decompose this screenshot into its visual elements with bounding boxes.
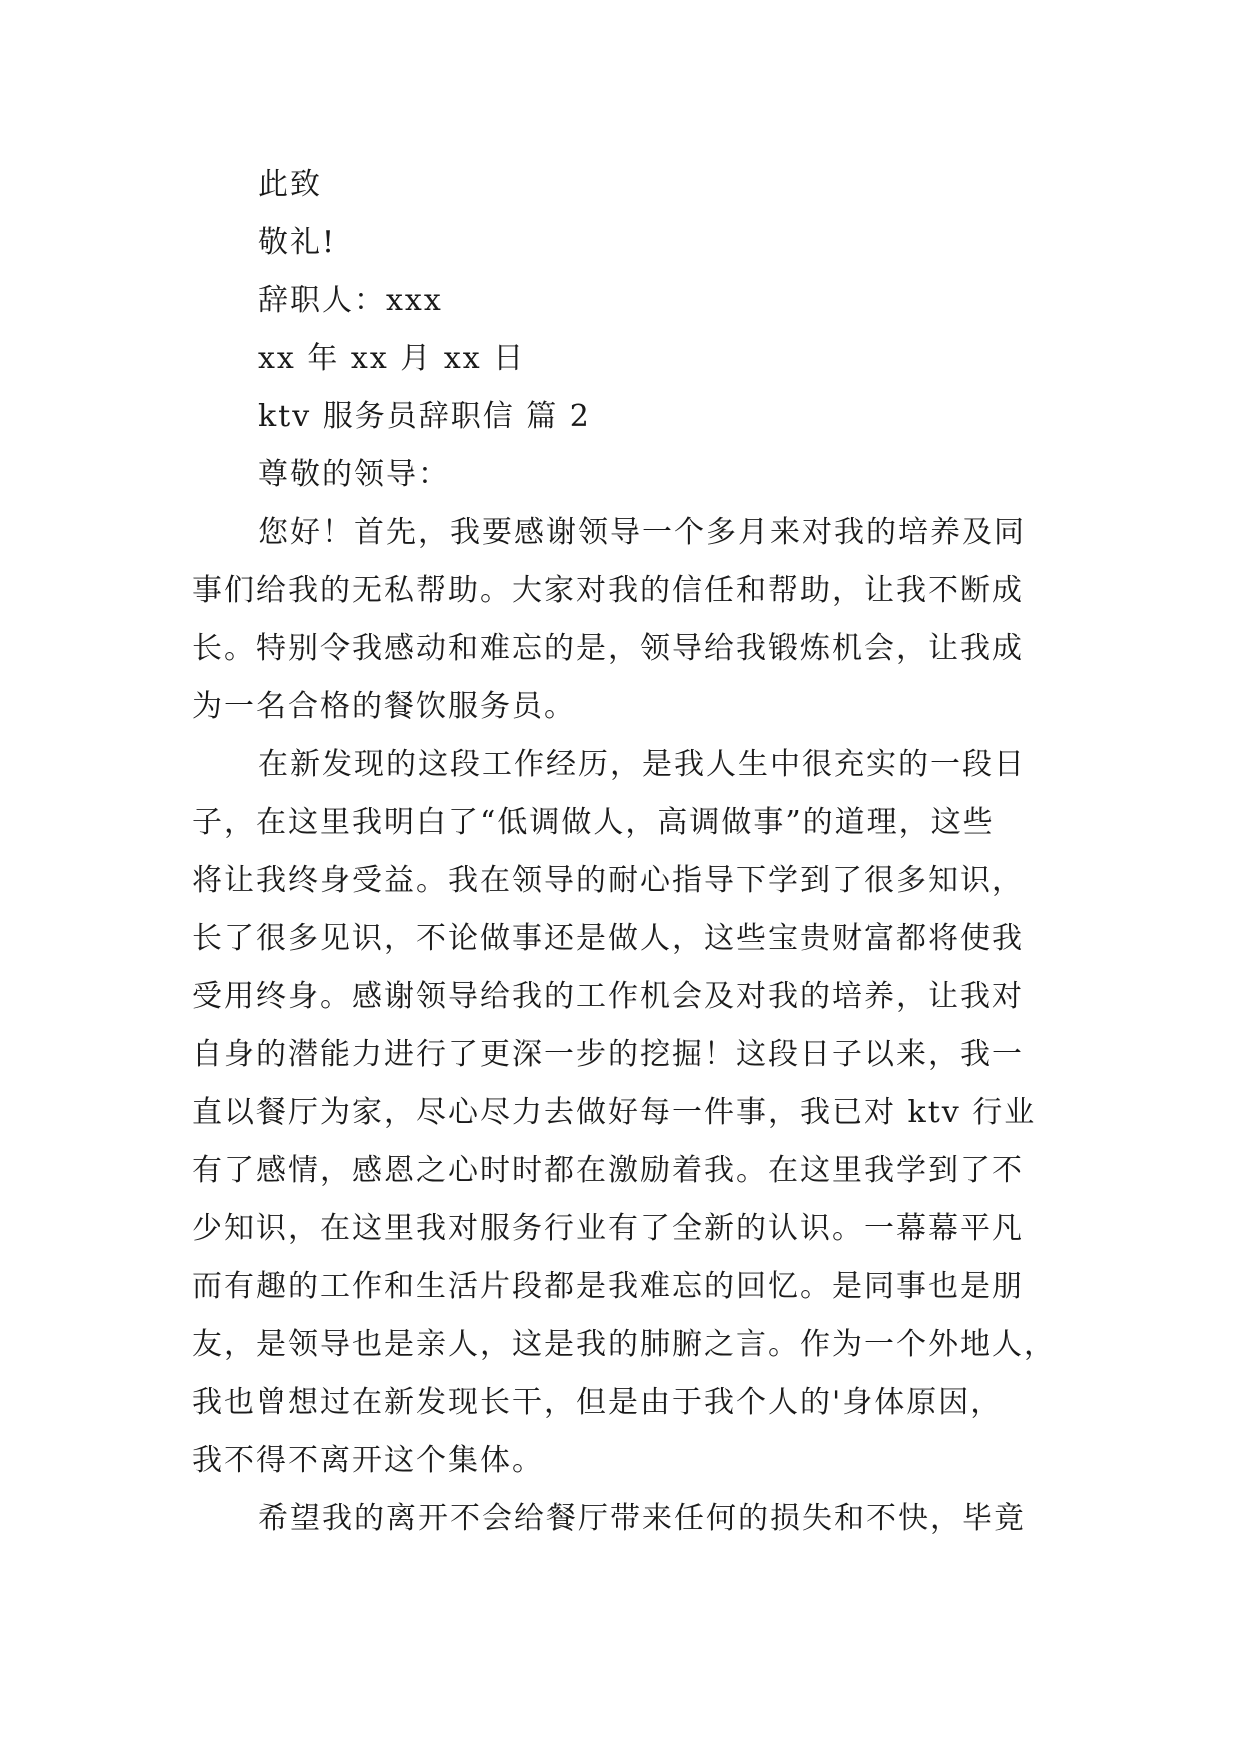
closing-line-jingli: 敬礼! <box>258 225 337 260</box>
salutation: 尊敬的领导： <box>258 457 450 492</box>
paragraph <box>192 504 1052 736</box>
signer-line: 辞职人：xxx <box>258 283 443 318</box>
paragraph-line: 我也曾想过在新发现长干，但是由于我个人的'身体原因， <box>192 1385 1003 1420</box>
paragraph-line: 事们给我的无私帮助。大家对我的信任和帮助，让我不断成 <box>192 573 1024 608</box>
paragraph-line: 长了很多见识，不论做事还是做人，这些宝贵财富都将使我 <box>192 921 1024 956</box>
paragraph-line: 我不得不离开这个集体。 <box>192 1443 544 1478</box>
paragraph-line: 而有趣的工作和生活片段都是我难忘的回忆。是同事也是朋 <box>192 1269 1024 1304</box>
paragraph <box>192 736 1056 1490</box>
paragraph-line: 受用终身。感谢领导给我的工作机会及对我的培养，让我对 <box>192 979 1024 1014</box>
document-body <box>192 156 1056 1548</box>
paragraph <box>192 1490 1052 1548</box>
paragraph-line: 少知识，在这里我对服务行业有了全新的认识。一幕幕平凡 <box>192 1211 1024 1246</box>
paragraph-line: 希望我的离开不会给餐厅带来任何的损失和不快，毕竟 <box>258 1501 1026 1536</box>
paragraph-line: 子，在这里我明白了“低调做人，高调做事”的道理，这些 <box>192 805 995 840</box>
paragraph-line: 自身的潜能力进行了更深一步的挖掘！这段日子以来，我一 <box>192 1037 1024 1072</box>
paragraph-line: 友，是领导也是亲人，这是我的肺腑之言。作为一个外地人， <box>192 1327 1056 1362</box>
paragraph-line: 直以餐厅为家，尽心尽力去做好每一件事，我已对 ktv 行业 <box>192 1095 1037 1130</box>
paragraph-line: 长。特别令我感动和难忘的是，领导给我锻炼机会，让我成 <box>192 631 1024 666</box>
paragraph-line: 在新发现的这段工作经历，是我人生中很充实的一段日 <box>258 747 1026 782</box>
letter-heading: ktv 服务员辞职信 篇 2 <box>258 399 591 434</box>
closing-line-cizhi: 此致 <box>258 167 322 202</box>
paragraph-line: 为一名合格的餐饮服务员。 <box>192 689 576 724</box>
paragraph-line: 您好！首先，我要感谢领导一个多月来对我的培养及同 <box>258 515 1026 550</box>
paragraph-line: 将让我终身受益。我在领导的耐心指导下学到了很多知识， <box>192 863 1024 898</box>
paragraph-line: 有了感情，感恩之心时时都在激励着我。在这里我学到了不 <box>192 1153 1024 1188</box>
date-line: xx 年 xx 月 xx 日 <box>258 341 526 376</box>
